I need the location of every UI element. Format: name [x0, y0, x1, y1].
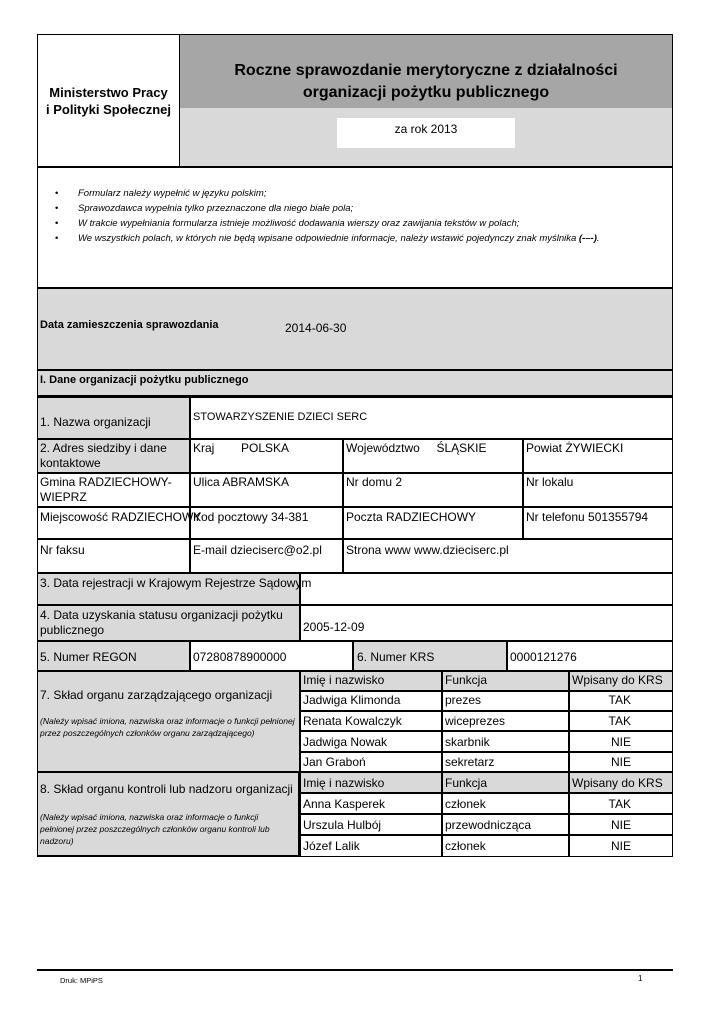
member-function: wiceprezes [445, 714, 506, 728]
regon-label: 5. Numer REGON [40, 650, 137, 664]
report-title: Roczne sprawozdanie merytoryczne z działalności organizacji pożytku publicznego [234, 62, 618, 101]
year-field[interactable]: za rok 2013 [337, 118, 515, 148]
org-name-value: STOWARZYSZENIE DZIECI SERC [193, 411, 368, 423]
supervisory-label: 8. Skład organu kontroli lub nadzoru organizacji [40, 782, 293, 796]
section-1-title: I. Dane organizacji pożytku publicznego [40, 374, 249, 386]
county-value: Powiat ŻYWIECKI [526, 441, 624, 455]
website-value: Strona www www.dzieciserc.pl [346, 543, 509, 557]
member-name: Anna Kasperek [303, 797, 386, 811]
member-krs: TAK [608, 693, 631, 707]
post-office-value: Poczta RADZIECHOWY [346, 510, 477, 524]
submission-date-label: Data zamieszczenia sprawozdania [40, 319, 219, 331]
regon-value: 07280878900000 [193, 650, 287, 664]
member-function: prezes [445, 693, 482, 707]
member-name: Renata Kowalczyk [303, 714, 402, 728]
management-header-function-text: Funkcja [445, 673, 488, 687]
krs-label: 6. Numer KRS [357, 650, 435, 664]
submission-date-value: 2014-06-30 [285, 321, 347, 335]
supervisory-note: (Należy wpisać imiona, nazwiska oraz informacje o funkcji pełnionej przez poszczególnych członków organu kontroli lub nadzoru) [40, 812, 270, 846]
voivodeship-value: Województwo ŚLĄSKIE [346, 441, 487, 455]
footer-rule [37, 969, 673, 971]
opp-status-value: 2005-12-09 [303, 620, 365, 634]
supervisory-header-name-text: Imię i nazwisko [303, 776, 385, 790]
member-krs: TAK [608, 797, 631, 811]
address-label: 2. Adres siedziby i dane kontaktowe [40, 441, 167, 470]
member-krs: NIE [610, 755, 631, 769]
footer-print-label: Druk: MPiPS [60, 976, 103, 985]
management-label: 7. Skład organu zarządzającego organizacji [40, 688, 273, 702]
opp-status-label: 4. Data uzyskania statusu organizacji pożytku publicznego [40, 608, 283, 637]
email-value: E-mail dzieciserc@o2.pl [193, 543, 322, 557]
supervisory-header-function-text: Funkcja [445, 776, 488, 790]
member-name: Jadwiga Klimonda [303, 693, 401, 707]
page-number: 1 [638, 974, 643, 983]
member-name: Józef Lalik [303, 839, 360, 853]
member-name: Jan Graboń [303, 755, 366, 769]
member-name: Urszula Hulbój [303, 818, 382, 832]
member-name: Jadwiga Nowak [303, 735, 388, 749]
fax-value: Nr faksu [40, 543, 85, 557]
member-function: sekretarz [445, 755, 495, 769]
gmina-value: Gmina RADZIECHOWY-WIEPRZ [40, 475, 172, 504]
supervisory-header-krs-text: Wpisany do KRS [572, 776, 663, 790]
phone-value: Nr telefonu 501355794 [526, 510, 649, 524]
member-krs: NIE [610, 839, 631, 853]
member-function: skarbnik [445, 735, 490, 749]
org-name-label: 1. Nazwa organizacji [40, 415, 151, 429]
member-krs: NIE [610, 818, 631, 832]
house-value: Nr domu 2 [346, 475, 403, 489]
member-function: członek [445, 839, 486, 853]
postal-code-value: Kod pocztowy 34-381 [193, 510, 309, 524]
apartment-value: Nr lokalu [526, 475, 574, 489]
management-header-krs-text: Wpisany do KRS [572, 673, 663, 687]
krs-registration-label: 3. Data rejestracji w Krajowym Rejestrze Sądowym [40, 576, 312, 590]
member-krs: TAK [608, 714, 631, 728]
management-note: (Należy wpisać imiona, nazwiska oraz informacje o funkcji pełnionej przez poszczególnych członków organu zarządzającego) [40, 716, 295, 738]
member-function: przewodnicząca [445, 818, 532, 832]
country-value: Kraj POLSKA [193, 441, 290, 455]
city-value: Miejscowość RADZIECHOWY [40, 510, 202, 524]
krs-registration-cell[interactable] [300, 573, 673, 605]
street-value: Ulica ABRAMSKA [193, 475, 290, 489]
krs-value: 0000121276 [510, 650, 577, 664]
member-krs: NIE [610, 735, 631, 749]
ministry-name: Ministerstwo Pracy i Polityki Społecznej [46, 85, 171, 117]
member-function: członek [445, 797, 486, 811]
management-header-name-text: Imię i nazwisko [303, 673, 385, 687]
